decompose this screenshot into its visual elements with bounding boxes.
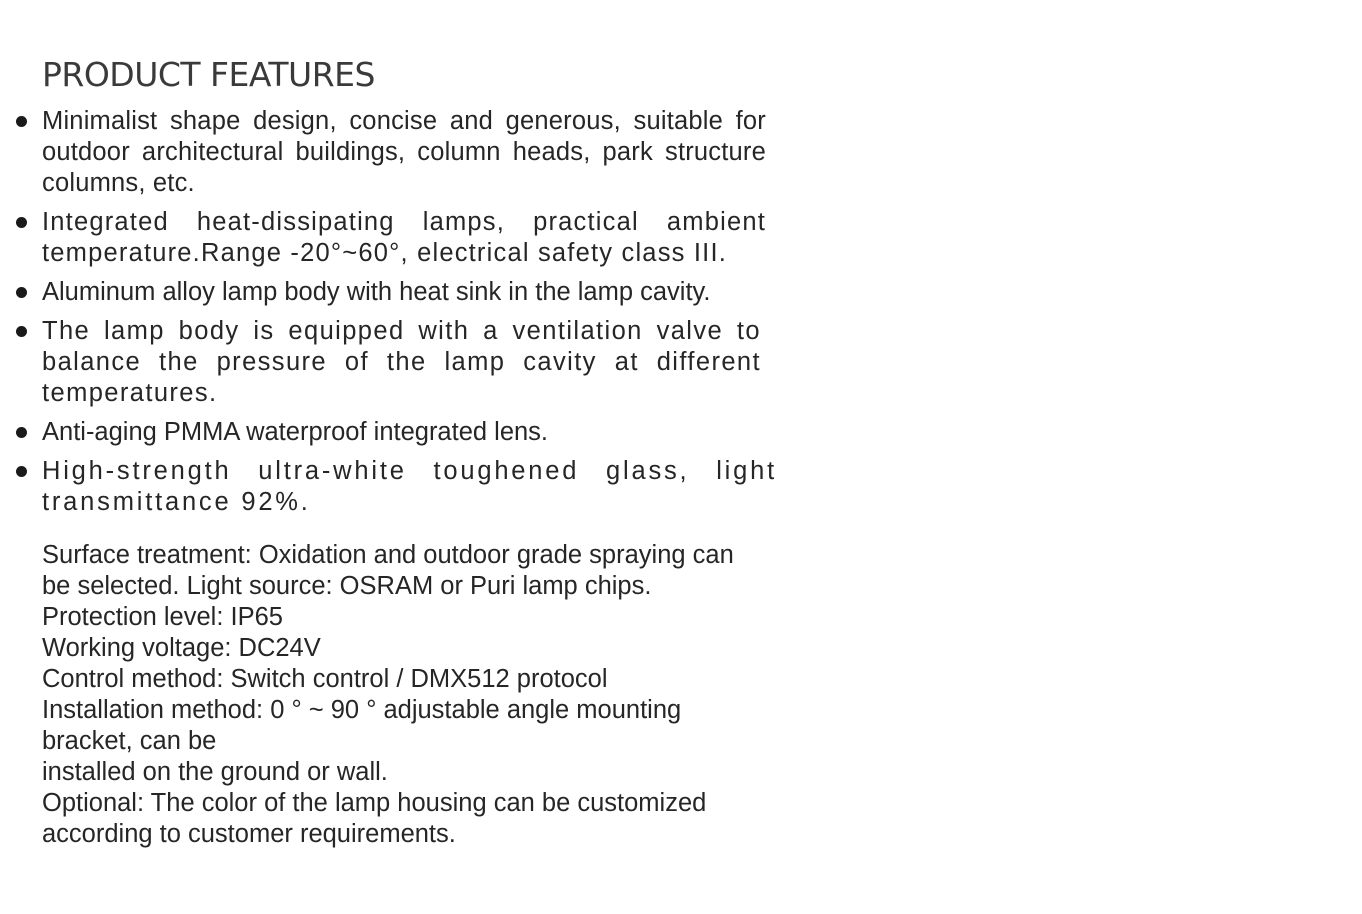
spec-control-method: Control method: Switch control / DMX512 protocol	[42, 665, 608, 693]
feature-text: Minimalist shape design, concise and generous, suitable for outdoor architectural buildings, column heads, park structure columns, etc.	[42, 107, 766, 197]
feature-item	[42, 456, 777, 518]
feature-item	[42, 106, 766, 199]
feature-text: Aluminum alloy lamp body with heat sink in the lamp cavity.	[42, 278, 711, 306]
feature-text: The lamp body is equipped with a ventilation valve to balance the pressure of the lamp cavity at different temperatures.	[42, 317, 761, 407]
bullet-icon	[16, 217, 27, 228]
specifications-block	[42, 540, 759, 850]
bullet-icon	[16, 116, 27, 127]
bullet-icon	[16, 427, 27, 438]
section-title: PRODUCT FEATURES	[42, 55, 375, 94]
feature-item	[42, 207, 766, 269]
bullet-icon	[16, 466, 27, 477]
bullet-icon	[16, 287, 27, 298]
feature-item	[42, 417, 766, 448]
spec-installation-continued: installed on the ground or wall.	[42, 758, 388, 786]
spec-working-voltage: Working voltage: DC24V	[42, 634, 321, 662]
product-features-section	[42, 54, 777, 850]
feature-item	[42, 316, 761, 409]
bullet-icon	[16, 326, 27, 337]
spec-surface-treatment: Surface treatment: Oxidation and outdoor grade spraying can be selected. Light source: OSRAM or Puri lamp chips.	[42, 541, 734, 600]
spec-installation-method: Installation method: 0 ° ~ 90 ° adjustable angle mounting bracket, can be	[42, 696, 682, 755]
spec-protection-level: Protection level: IP65	[42, 603, 283, 631]
feature-text: High-strength ultra-white toughened glass, light transmittance 92%.	[42, 457, 777, 516]
feature-list	[42, 106, 777, 518]
spec-optional: Optional: The color of the lamp housing can be customized according to customer requirements.	[42, 789, 707, 848]
feature-text: Integrated heat-dissipating lamps, practical ambient temperature.Range -20°~60°, electrical safety class III.	[42, 208, 766, 267]
feature-text: Anti-aging PMMA waterproof integrated lens.	[42, 418, 549, 446]
feature-item	[42, 277, 766, 308]
